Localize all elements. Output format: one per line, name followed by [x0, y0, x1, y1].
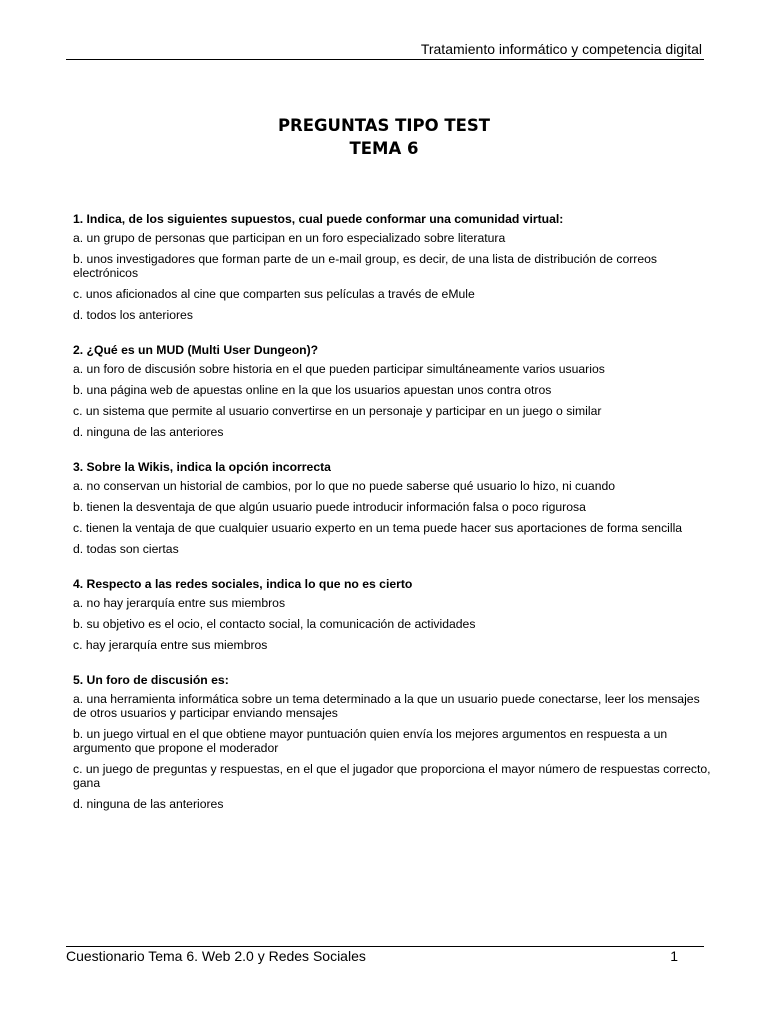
answer-option: b. tienen la desventaja de que algún usuario puede introducir información falsa o poco rigurosa: [73, 500, 586, 514]
question-4: [73, 577, 713, 652]
question-text: 3. Sobre la Wikis, indica la opción incorrecta: [73, 460, 331, 474]
question-text: 1. Indica, de los siguientes supuestos, cual puede conformar una comunidad virtual:: [73, 212, 564, 226]
answer-option: a. no hay jerarquía entre sus miembros: [73, 596, 286, 610]
answer-option: a. un foro de discusión sobre historia en el que pueden participar simultáneamente varios usuarios: [73, 362, 605, 376]
question-text: 5. Un foro de discusión es:: [73, 673, 229, 687]
answer-option: c. hay jerarquía entre sus miembros: [73, 638, 268, 652]
header-divider: [66, 59, 704, 60]
document-title: PREGUNTAS TIPO TEST: [277, 116, 491, 135]
answer-option: b. unos investigadores que forman parte de un e-mail group, es decir, de una lista de distribución de correos electrónicos: [73, 252, 657, 280]
answer-option: d. ninguna de las anteriores: [73, 425, 224, 439]
answer-option: c. un sistema que permite al usuario convertirse en un personaje y participar en un juego o similar: [73, 404, 602, 418]
answer-option: d. ninguna de las anteriores: [73, 797, 224, 811]
answer-option: b. una página web de apuestas online en la que los usuarios apuestan unos contra otros: [73, 383, 552, 397]
question-list: [73, 212, 713, 832]
answer-option: d. todos los anteriores: [73, 308, 193, 322]
answer-option: b. un juego virtual en el que obtiene mayor puntuación quien envía los mejores argumentos en respuesta a un argumento que propone el moderador: [73, 727, 668, 755]
answer-option: a. una herramienta informática sobre un tema determinado a la que un usuario puede conectarse, leer los mensajes de otros usuarios y participar enviando mensajes: [73, 692, 700, 720]
answer-option: c. un juego de preguntas y respuestas, en el que el jugador que proporciona el mayor número de respuestas correcto, gana: [73, 762, 711, 790]
question-text: 2. ¿Qué es un MUD (Multi User Dungeon)?: [73, 343, 319, 357]
running-header: Tratamiento informático y competencia digital: [420, 41, 702, 57]
question-2: [73, 343, 713, 439]
page-number: 1: [670, 948, 678, 964]
answer-option: a. no conservan un historial de cambios, por lo que no puede saberse qué usuario lo hizo, ni cuando: [73, 479, 616, 493]
document-subtitle: TEMA 6: [349, 139, 419, 158]
running-footer: Cuestionario Tema 6. Web 2.0 y Redes Sociales: [66, 948, 366, 964]
answer-option: c. tienen la ventaja de que cualquier usuario experto en un tema puede hacer sus aportaciones de forma sencilla: [73, 521, 683, 535]
question-5: [73, 673, 713, 811]
answer-option: a. un grupo de personas que participan en un foro especializado sobre literatura: [73, 231, 506, 245]
answer-option: b. su objetivo es el ocio, el contacto social, la comunicación de actividades: [73, 617, 476, 631]
question-3: [73, 460, 713, 556]
answer-option: d. todas son ciertas: [73, 542, 179, 556]
question-text: 4. Respecto a las redes sociales, indica lo que no es cierto: [73, 577, 413, 591]
question-1: [73, 212, 713, 322]
answer-option: c. unos aficionados al cine que comparten sus películas a través de eMule: [73, 287, 475, 301]
footer-divider: [66, 946, 704, 947]
